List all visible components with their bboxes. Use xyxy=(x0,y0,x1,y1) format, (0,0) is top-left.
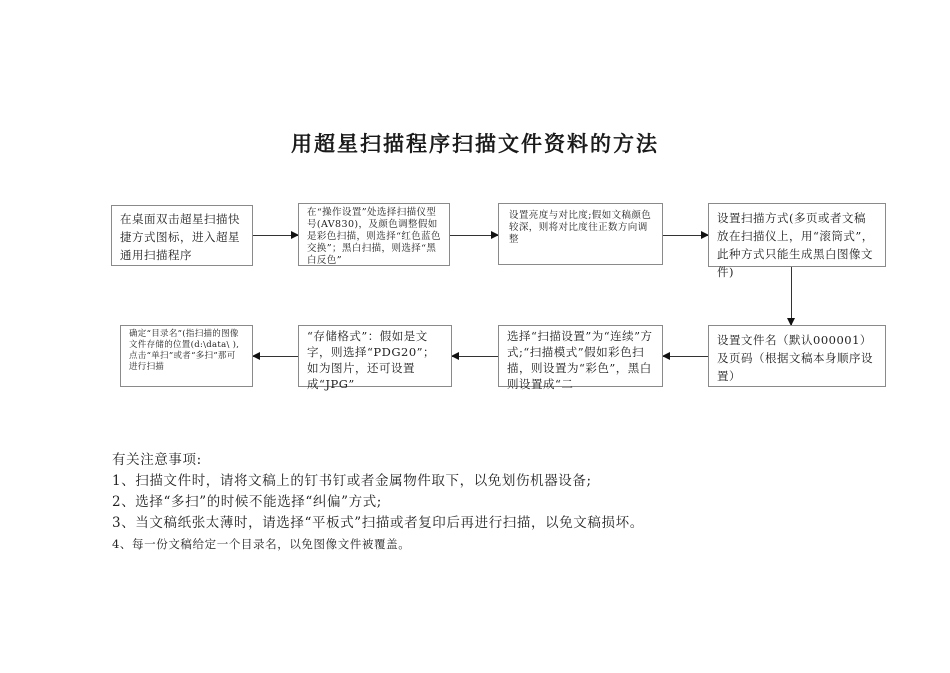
step-8-box xyxy=(120,325,253,387)
step-7-box xyxy=(298,325,452,391)
step-5-box xyxy=(708,325,886,387)
step-8-text: 确定“目录名”(指扫描的图像文件存储的位置(d:\data\ ),点击“单扫”或者“多扫”那可进行扫描 xyxy=(129,329,240,372)
note-item-3: 3、当文稿纸张太薄时，请选择“平板式”扫描或者复印后再进行扫描，以免文稿损坏。 xyxy=(112,515,644,531)
arrow-step3-to-step4 xyxy=(663,235,708,236)
note-item-1: 1、扫描文件时，请将文稿上的钉书钉或者金属物件取下，以免划伤机器设备; xyxy=(112,473,592,489)
arrow-step6-to-step7 xyxy=(452,356,498,357)
step-5-text: 设置文件名（默认000001）及页码（根据文稿本身顺序设置） xyxy=(717,333,873,383)
notes-heading: 有关注意事项: xyxy=(112,452,202,468)
step-3-box xyxy=(498,203,663,265)
step-6-text: 选择“扫描设置”为“连续”方式;“扫描模式”假如彩色扫描，则设置为“彩色”，黑白则设置成“二 xyxy=(507,329,653,391)
step-6-box xyxy=(498,325,663,391)
arrow-step1-to-step2 xyxy=(253,235,298,236)
note-item-4: 4、每一份文稿给定一个目录名，以免图像文件被覆盖。 xyxy=(112,537,411,551)
step-2-box xyxy=(298,203,450,266)
arrow-step5-to-step6 xyxy=(663,356,708,357)
step-4-box xyxy=(708,203,886,279)
arrow-step2-to-step3 xyxy=(450,235,498,236)
step-2-text: 在“操作设置”处选择扫描仪型号(AV830)，及颜色调整假如是彩色扫描，则选择“红色蓝色交换”；黑白扫描，则选择“黑白反色” xyxy=(307,207,441,266)
step-7-text: “存储格式”：假如是文字，则选择“PDG20”；如为图片，还可设置成“JPG” xyxy=(307,329,436,391)
step-4-text: 设置扫描方式(多页或者文稿放在扫描仪上，用“滚筒式”，此种方式只能生成黑白图像文件) xyxy=(717,211,874,279)
step-3-text: 设置亮度与对比度;假如文稿颜色较深，则将对比度往正数方向调整 xyxy=(509,210,652,245)
note-item-2: 2、选择“多扫”的时候不能选择“纠偏”方式; xyxy=(112,494,382,510)
arrow-step7-to-step8 xyxy=(253,356,298,357)
step-1-box xyxy=(111,205,253,266)
page-title: 用超星扫描程序扫描文件资料的方法 xyxy=(291,132,659,156)
notes-section xyxy=(112,450,872,555)
step-1-text: 在桌面双击超星扫描快捷方式图标，进入超星通用扫描程序 xyxy=(120,212,240,262)
arrow-step4-to-step5 xyxy=(791,267,792,325)
